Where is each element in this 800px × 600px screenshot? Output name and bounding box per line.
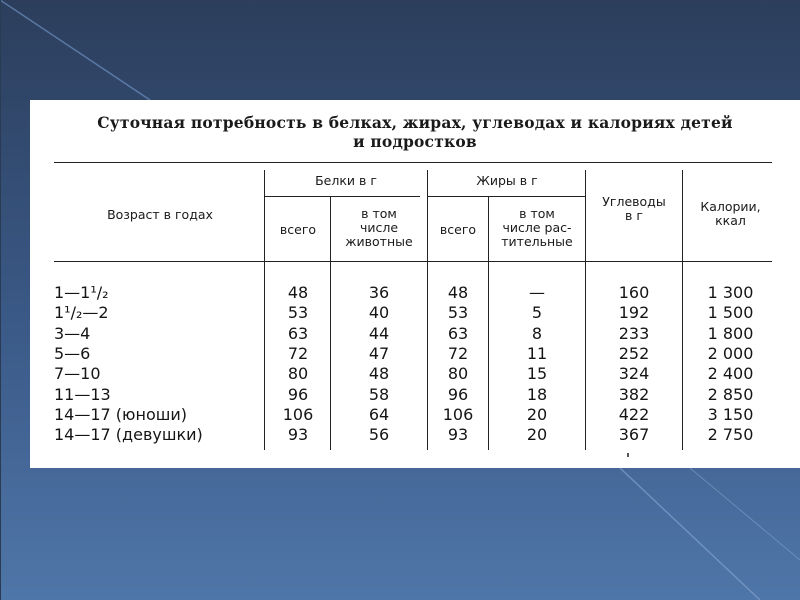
- cell-carbs: 324: [618, 364, 650, 384]
- cell-protein-animal: 56: [368, 425, 390, 445]
- cell-protein-animal: 36: [368, 283, 390, 302]
- cell-protein-animal: 47: [368, 343, 390, 363]
- header-fat-plant-line-2: числе рас-: [502, 220, 572, 235]
- cell-age: 11—13: [54, 384, 111, 404]
- cell-protein-animal: 64: [368, 404, 390, 424]
- cell-age: 3—4: [54, 323, 91, 343]
- header-carbs-line-2: в г: [625, 208, 643, 223]
- cell-fat-plant: 18: [526, 384, 548, 404]
- header-fats: Жиры в г: [476, 173, 538, 188]
- cell-protein-total: 72: [287, 343, 309, 363]
- cell-carbs: 160: [618, 283, 650, 302]
- table-title-line-2: и подростков: [353, 132, 477, 151]
- cell-age: 14—17 (девушки): [54, 425, 203, 445]
- cell-calories: 2 750: [707, 425, 754, 445]
- cell-fat-total: 53: [447, 303, 469, 323]
- cell-carbs: 382: [618, 384, 650, 404]
- header-bottom-rule: [54, 261, 772, 262]
- cell-fat-plant: 5: [531, 303, 543, 323]
- scanned-table-image: [30, 100, 800, 468]
- col-divider-5: [585, 170, 586, 450]
- cell-calories: 3 150: [707, 404, 754, 424]
- cell-carbs: 422: [618, 404, 650, 424]
- cell-protein-total: 48: [287, 283, 309, 302]
- fats-subheader-rule: [428, 196, 585, 197]
- cell-age: 14—17 (юноши): [54, 404, 188, 424]
- cell-fat-total: 63: [447, 323, 469, 343]
- header-fat-plant-line-3: тительные: [501, 234, 573, 249]
- proteins-subheader-rule: [265, 196, 420, 197]
- cell-fat-plant: 15: [526, 364, 548, 384]
- header-protein-animal: [331, 207, 427, 249]
- cell-carbs: 192: [618, 303, 650, 323]
- cell-protein-total: 53: [287, 303, 309, 323]
- cell-age: 1¹/₂—2: [54, 303, 109, 323]
- header-proteins: Белки в г: [315, 173, 377, 188]
- header-age: Возраст в годах: [107, 207, 213, 222]
- cell-protein-total: 63: [287, 323, 309, 343]
- cell-protein-animal: 40: [368, 303, 390, 323]
- cell-fat-total: 93: [447, 425, 469, 445]
- col-divider-3: [427, 170, 428, 450]
- header-fat-plant: [489, 207, 585, 249]
- table-title: [70, 113, 760, 151]
- cell-fat-total: 106: [442, 404, 474, 424]
- cell-fat-total: 48: [447, 283, 469, 302]
- cell-fat-total: 96: [447, 384, 469, 404]
- cell-calories: 1 300: [707, 283, 754, 302]
- cell-protein-animal: 48: [368, 364, 390, 384]
- header-fat-plant-line-1: в том: [519, 206, 555, 221]
- table-title-line-1: Суточная потребность в белках, жирах, углеводах и калориях детей: [97, 113, 733, 132]
- cell-fat-total: 72: [447, 343, 469, 363]
- cell-protein-total: 96: [287, 384, 309, 404]
- cell-age: 7—10: [54, 364, 101, 384]
- cell-fat-plant: 8: [531, 323, 543, 343]
- col-divider-1: [264, 170, 265, 450]
- header-calories: [683, 200, 778, 228]
- cell-protein-animal: 58: [368, 384, 390, 404]
- header-calories-line-1: Калории,: [700, 199, 761, 214]
- cell-calories: 2 400: [707, 364, 754, 384]
- cell-fat-plant: 20: [526, 425, 548, 445]
- cell-calories: 2 850: [707, 384, 754, 404]
- header-fat-total: всего: [439, 222, 477, 237]
- cell-carbs: 367: [618, 425, 650, 445]
- header-carbs-line-1: Углеводы: [602, 194, 666, 209]
- scan-speck: [627, 453, 629, 457]
- header-carbs: [587, 195, 681, 223]
- header-calories-line-2: ккал: [715, 213, 746, 228]
- cell-carbs: 252: [618, 343, 650, 363]
- cell-age: 1—1¹/₂: [54, 283, 109, 302]
- cell-calories: 1 500: [707, 303, 754, 323]
- cell-protein-animal: 44: [368, 323, 390, 343]
- header-protein-animal-line-2: числе: [359, 220, 399, 235]
- header-protein-animal-line-3: животные: [345, 234, 413, 249]
- header-protein-animal-line-1: в том: [361, 206, 397, 221]
- header-protein-total: всего: [279, 222, 317, 237]
- cell-protein-total: 93: [287, 425, 309, 445]
- cell-protein-total: 80: [287, 364, 309, 384]
- cell-carbs: 233: [618, 323, 650, 343]
- cell-calories: 1 800: [707, 323, 754, 343]
- cell-age: 5—6: [54, 343, 91, 363]
- cell-fat-total: 80: [447, 364, 469, 384]
- table-top-rule: [54, 162, 772, 163]
- cell-fat-plant: 20: [526, 404, 548, 424]
- cell-fat-plant: —: [529, 283, 545, 302]
- cell-fat-plant: 11: [526, 343, 548, 363]
- cell-calories: 2 000: [707, 343, 754, 363]
- cell-protein-total: 106: [282, 404, 314, 424]
